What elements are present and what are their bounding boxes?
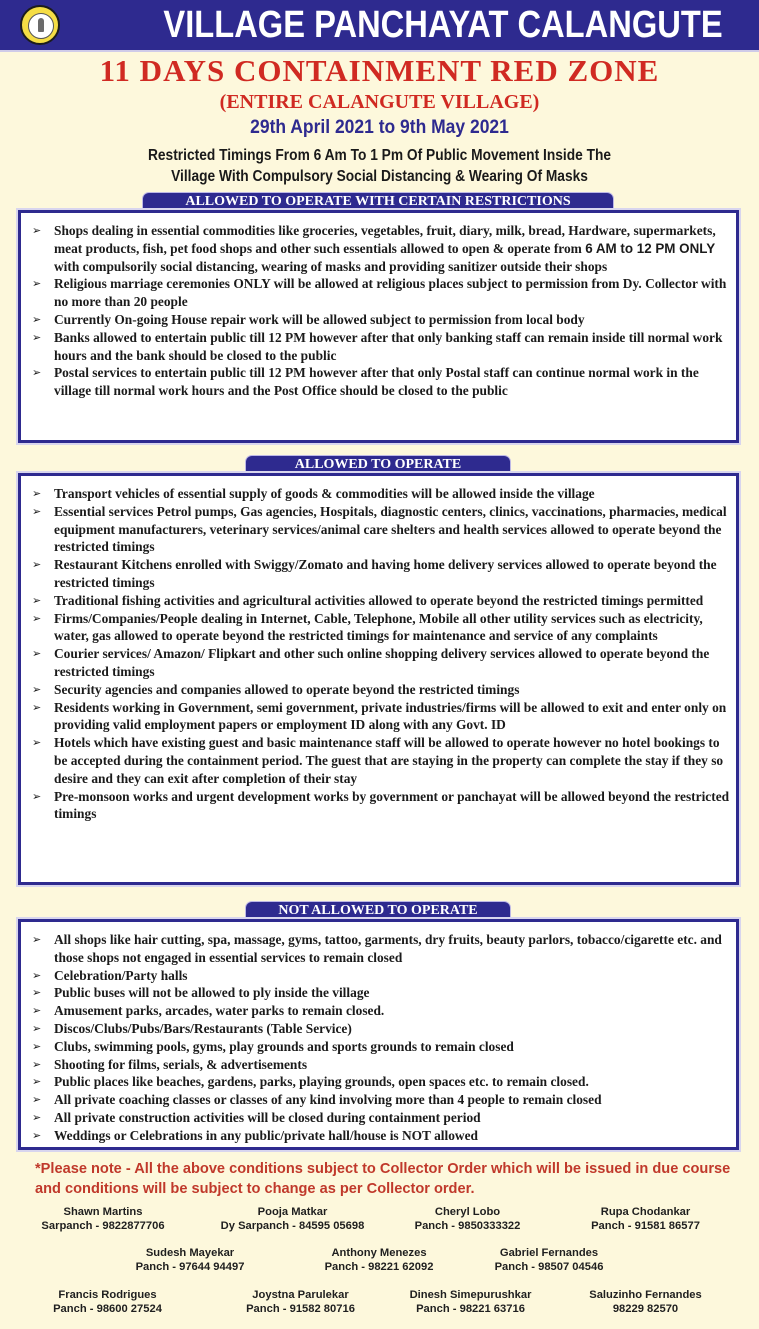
item-text: Pre-monsoon works and urgent development works by government or panchayat will be allowed beyond the restricted timings <box>54 788 730 822</box>
list-item <box>21 1127 736 1145</box>
item-text: Hotels which have existing guest and basic maintenance staff will be allowed to operate however no hotel bookings to be accepted during the containment period. The guest that are staying in the property can complete the stay if they so desire and they can exit after completion of their stay <box>54 735 724 786</box>
restricted-list <box>21 222 736 400</box>
item-text: Celebration/Party halls <box>54 967 188 983</box>
contact-name: Shawn Martins <box>63 1206 143 1218</box>
contact-card <box>45 1288 170 1316</box>
contact-name: Pooja Matkar <box>257 1206 328 1218</box>
section-allowed <box>18 473 739 885</box>
arrow-bullet-icon: ➢ <box>32 700 42 714</box>
item-text: Public buses will not be allowed to ply inside the village <box>54 985 370 1001</box>
item-text: All private construction activities will be closed during containment period <box>54 1109 481 1125</box>
section-not-allowed <box>18 919 739 1150</box>
contact-card <box>130 1246 250 1274</box>
contact-name: Cheryl Lobo <box>434 1206 501 1218</box>
arrow-bullet-icon: ➢ <box>32 682 42 696</box>
arrow-bullet-icon: ➢ <box>32 593 42 607</box>
arrow-bullet-icon: ➢ <box>32 504 42 518</box>
list-item <box>21 1091 736 1109</box>
contact-card <box>400 1205 535 1233</box>
arrow-bullet-icon: ➢ <box>32 647 42 661</box>
timings-line-1: Restricted Timings From 6 Am To 1 Pm Of Public Movement Inside The <box>147 147 612 164</box>
contact-role-phone: Dy Sarpanch - 84595 05698 <box>220 1220 365 1232</box>
list-item <box>21 556 736 592</box>
item-text: Amusement parks, arcades, water parks to remain closed. <box>54 1003 385 1019</box>
arrow-bullet-icon: ➢ <box>32 1004 42 1018</box>
item-text: Security agencies and companies allowed to operate beyond the restricted timings <box>54 681 520 697</box>
item-text: Transport vehicles of essential supply of goods & commodities will be allowed inside the village <box>54 486 595 501</box>
lion-capital-icon <box>38 18 44 32</box>
list-item <box>21 699 736 735</box>
arrow-bullet-icon: ➢ <box>32 1093 42 1107</box>
arrow-bullet-icon: ➢ <box>32 1075 42 1089</box>
arrow-bullet-icon: ➢ <box>32 968 42 982</box>
timings-line-2: Village With Compulsory Social Distancing & Wearing Of Masks <box>171 168 588 185</box>
contact-card <box>578 1205 713 1233</box>
contact-role-phone: Panch - 98221 62092 <box>324 1261 434 1273</box>
item-text: All shops like hair cutting, spa, massage, gyms, tattoo, garments, dry fruits, beauty parlors, tobacco/cigarette etc. and those shops not engaged in essential services to remain closed <box>54 932 722 965</box>
list-item <box>21 275 736 311</box>
item-text: Religious marriage ceremonies ONLY will be allowed at religious places subject to permission from Dy. Collector with no more than 20 people <box>54 276 727 310</box>
arrow-bullet-icon: ➢ <box>32 1039 42 1053</box>
item-text: Residents working in Government, semi government, private industries/firms will be allowed to exit and enter only on providing valid employment papers or employment ID along with any Govt. ID <box>54 699 727 733</box>
list-item <box>21 222 736 275</box>
list-item <box>21 645 736 681</box>
list-item <box>21 592 736 610</box>
arrow-bullet-icon: ➢ <box>32 312 42 326</box>
list-item <box>21 1020 736 1038</box>
list-item <box>21 788 736 824</box>
restricted-timings <box>53 145 706 187</box>
contact-role-phone: 98229 82570 <box>612 1303 679 1315</box>
emblem-icon <box>28 13 54 39</box>
arrow-bullet-icon: ➢ <box>32 789 42 803</box>
item-text: All private coaching classes or classes of any kind involving more than 4 people to remain closed <box>54 1092 602 1108</box>
section-title-restricted: ALLOWED TO OPERATE WITH CERTAIN RESTRICTIONS <box>143 193 613 211</box>
contact-name: Sudesh Mayekar <box>145 1247 235 1259</box>
contact-name: Anthony Menezes <box>331 1247 427 1259</box>
item-text: Banks allowed to entertain public till 12 PM however after that only banking staff can remain inside till normal work hours and the bank should be closed to the public <box>54 329 723 363</box>
contact-card <box>33 1205 173 1233</box>
arrow-bullet-icon: ➢ <box>32 558 42 572</box>
arrow-bullet-icon: ➢ <box>32 1057 42 1071</box>
contact-role-phone: Sarpanch - 9822877706 <box>41 1220 165 1232</box>
arrow-bullet-icon: ➢ <box>32 330 42 344</box>
contact-name: Dinesh Simepurushkar <box>409 1289 532 1301</box>
list-item <box>21 610 736 646</box>
list-item <box>21 681 736 699</box>
item-text: Courier services/ Amazon/ Flipkart and other such online shopping delivery services allowed to operate beyond the restricted timings <box>54 646 710 679</box>
arrow-bullet-icon: ➢ <box>32 933 42 946</box>
list-item <box>21 967 736 985</box>
item-text: Shooting for films, serials, & advertisements <box>54 1056 308 1072</box>
item-text: Traditional fishing activities and agricultural activities allowed to operate beyond the restricted timings permitted <box>54 592 704 608</box>
item-text: Clubs, swimming pools, gyms, play grounds and sports grounds to remain closed <box>54 1038 514 1054</box>
contact-role-phone: Panch - 9850333322 <box>414 1220 521 1232</box>
contact-card <box>319 1246 439 1274</box>
arrow-bullet-icon: ➢ <box>32 1110 42 1124</box>
arrow-bullet-icon: ➢ <box>32 487 42 500</box>
item-text: Restaurant Kitchens enrolled with Swiggy/Zomato and having home delivery services allowed to operate beyond the restricted timings <box>54 557 717 590</box>
list-item <box>21 984 736 1002</box>
item-text: Public places like beaches, gardens, parks, playing grounds, open spaces etc. to remain closed. <box>54 1074 589 1090</box>
contact-card <box>489 1246 609 1274</box>
contact-card <box>238 1288 363 1316</box>
contact-name: Joystna Parulekar <box>252 1289 349 1301</box>
collector-order-note: *Please note - All the above conditions subject to Collector Order which will be issued in due course and conditions will be subject to change as per Collector order. <box>35 1161 731 1197</box>
list-item <box>21 734 736 787</box>
item-text: Essential services Petrol pumps, Gas agencies, Hospitals, diagnostic centers, clinics, vaccinations, pharmacies, medical equipment manufacturers, veterinary services/animal care shelters and health services allowed to operate beyond the restricted timings <box>54 503 727 555</box>
item-emphasis: 6 AM to 12 PM ONLY <box>585 240 716 256</box>
list-item <box>21 1056 736 1074</box>
contact-role-phone: Panch - 98507 04546 <box>494 1261 604 1273</box>
headline-title: 11 DAYS CONTAINMENT RED ZONE <box>99 53 660 88</box>
item-text: Postal services to entertain public till 12 PM however after that only Postal staff can continue normal work in the village till normal work hours and the Post Office should be closed to the public <box>54 365 699 399</box>
arrow-bullet-icon: ➢ <box>32 277 42 291</box>
arrow-bullet-icon: ➢ <box>32 224 42 237</box>
contact-name: Francis Rodrigues <box>58 1289 157 1301</box>
item-text-continued: with compulsorily social distancing, wearing of masks and providing sanitizer outside their shops <box>54 258 608 274</box>
section-title-not-allowed: NOT ALLOWED TO OPERATE <box>246 902 510 920</box>
contact-card <box>403 1288 538 1316</box>
contact-name: Gabriel Fernandes <box>499 1247 599 1259</box>
contact-card <box>578 1288 713 1316</box>
list-item <box>21 1109 736 1127</box>
containment-dates: 29th April 2021 to 9th May 2021 <box>250 117 509 138</box>
contact-name: Saluzinho Fernandes <box>589 1289 702 1301</box>
item-text: Firms/Companies/People dealing in Internet, Cable, Telephone, Mobile all other utility services such as electricity, water, gas allowed to operate beyond the restricted timings for maintenance and service of any complaints <box>54 610 703 644</box>
header-band <box>0 0 759 52</box>
contact-card <box>210 1205 375 1233</box>
item-text: Discos/Clubs/Pubs/Bars/Restaurants (Table Service) <box>54 1020 352 1036</box>
item-text: Shops dealing in essential commodities like groceries, vegetables, fruit, diary, milk, bread, Hardware, supermarkets, meat products, fish, pet food shops and other such essentials allowed to open & operate from <box>54 223 716 256</box>
village-panchayat-seal-icon <box>20 5 60 45</box>
contact-role-phone: Panch - 98221 63716 <box>416 1303 525 1315</box>
list-item <box>21 311 736 329</box>
item-text: Weddings or Celebrations in any public/private hall/house is NOT allowed <box>54 1127 478 1143</box>
list-item <box>21 329 736 365</box>
contact-role-phone: Panch - 98600 27524 <box>53 1303 162 1315</box>
contact-role-phone: Panch - 91582 80716 <box>246 1303 355 1315</box>
arrow-bullet-icon: ➢ <box>32 736 42 750</box>
arrow-bullet-icon: ➢ <box>32 1021 42 1035</box>
contact-role-phone: Panch - 91581 86577 <box>591 1220 700 1232</box>
list-item <box>21 1073 736 1091</box>
list-item <box>21 931 736 967</box>
section-title-allowed: ALLOWED TO OPERATE <box>246 456 510 474</box>
contact-role-phone: Panch - 97644 94497 <box>135 1261 245 1273</box>
list-item <box>21 1038 736 1056</box>
not-allowed-list <box>21 931 736 1145</box>
list-item <box>21 485 736 503</box>
header-title: VILLAGE PANCHAYAT CALANGUTE <box>163 4 723 46</box>
list-item <box>21 503 736 556</box>
arrow-bullet-icon: ➢ <box>32 611 42 625</box>
headline-subtitle: (ENTIRE CALANGUTE VILLAGE) <box>219 91 540 113</box>
contact-name: Rupa Chodankar <box>600 1206 691 1218</box>
section-restricted <box>18 210 739 443</box>
item-text: Currently On-going House repair work will be allowed subject to permission from local body <box>54 311 585 327</box>
arrow-bullet-icon: ➢ <box>32 366 42 380</box>
list-item <box>21 364 736 400</box>
arrow-bullet-icon: ➢ <box>32 1128 42 1142</box>
allowed-list <box>21 485 736 823</box>
list-item <box>21 1002 736 1020</box>
arrow-bullet-icon: ➢ <box>32 986 42 1000</box>
